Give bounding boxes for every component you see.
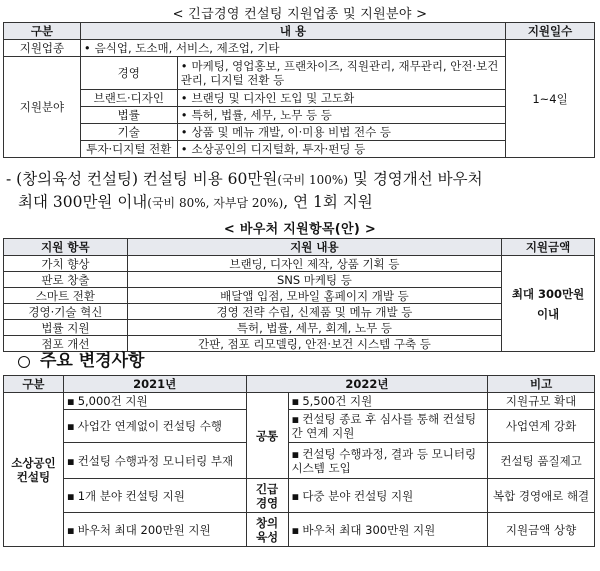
support-days: 1~4일: [506, 40, 595, 158]
header-item: 지원 항목: [4, 239, 128, 256]
cell-remarks: 복합 경영애로 해결: [488, 479, 595, 513]
header-category: 구분: [4, 23, 81, 40]
voucher-content: 배달앱 입점, 모바일 홈페이지 개발 등: [127, 288, 501, 304]
note-line-2: 최대 300만원 이내(국비 80%, 자부담 20%), 연 1회 지원: [18, 193, 373, 211]
field-name: 법률: [80, 107, 177, 124]
header-days: 지원일수: [506, 23, 595, 40]
field-content: • 특허, 법률, 세무, 노무 등 등: [177, 107, 505, 124]
group-common: 공통: [246, 393, 288, 479]
voucher-content: 경영 전략 수립, 신제품 및 메뉴 개발 등: [127, 304, 501, 320]
section-heading: 주요 변경사항: [18, 346, 144, 371]
field-content: • 상품 및 메뉴 개발, 이·미용 비법 전수 등: [177, 124, 505, 141]
header-content: 지원 내용: [127, 239, 501, 256]
voucher-item: 가치 향상: [4, 256, 128, 272]
table2-caption: < 바우처 지원항목(안) >: [223, 222, 377, 237]
table1-caption: < 긴급경영 컨설팅 지원업종 및 지원분야 >: [172, 7, 428, 22]
changes-table: [3, 375, 595, 547]
field-content: • 브랜딩 및 디자인 도입 및 고도화: [177, 90, 505, 107]
header-amount: 지원금액: [502, 239, 595, 256]
group-urgent: 긴급 경영: [246, 479, 288, 513]
voucher-item: 경영·기술 혁신: [4, 304, 128, 320]
note-line-1: - (창의육성 컨설팅) 컨설팅 비용 60만원(국비 100%) 및 경영개선 바우처: [6, 170, 483, 188]
circle-bullet-icon: [18, 356, 30, 368]
cell-2021: ▪ 5,000건 지원: [63, 393, 246, 410]
category-cell: 소상공인 컨설팅: [4, 393, 64, 547]
cell-remarks: 지원금액 상향: [488, 513, 595, 547]
field-name: 브랜드·디자인: [80, 90, 177, 107]
cell-2022: ▪ 컨설팅 종료 후 심사를 통해 컨설팅간 연계 지원: [288, 410, 488, 443]
industry-content: • 음식업, 도소매, 서비스, 제조업, 기타: [80, 40, 505, 57]
support-fields-table: [3, 22, 595, 158]
header-content: 내 용: [80, 23, 505, 40]
voucher-item: 판로 창출: [4, 272, 128, 288]
cell-2022: ▪ 컨설팅 수행과정, 결과 등 모니터링 시스템 도입: [288, 443, 488, 479]
creative-consulting-note: [6, 168, 596, 214]
cell-2021: ▪ 사업간 연계없이 컨설팅 수행: [63, 410, 246, 443]
cell-remarks: 지원규모 확대: [488, 393, 595, 410]
voucher-content: 특허, 법률, 세무, 회계, 노무 등: [127, 320, 501, 336]
voucher-content: 간판, 점포 리모델링, 안전·보건 시스템 구축 등: [127, 336, 501, 352]
field-content: • 소상공인의 디지털화, 투자·펀딩 등: [177, 141, 505, 158]
cell-2022: ▪ 다중 분야 컨설팅 지원: [288, 479, 488, 513]
field-label: 지원분야: [4, 57, 81, 158]
voucher-item: 스마트 전환: [4, 288, 128, 304]
cell-remarks: 사업연계 강화: [488, 410, 595, 443]
field-name: 기술: [80, 124, 177, 141]
cell-2021: ▪ 바우처 최대 200만원 지원: [63, 513, 246, 547]
cell-2021: ▪ 1개 분야 컨설팅 지원: [63, 479, 246, 513]
field-name: 투자·디지털 전환: [80, 141, 177, 158]
field-name: 경영: [80, 57, 177, 90]
voucher-items-table: [3, 238, 595, 352]
voucher-content: SNS 마케팅 등: [127, 272, 501, 288]
cell-remarks: 컨설팅 품질제고: [488, 443, 595, 479]
field-content: • 마케팅, 영업홍보, 프랜차이즈, 직원관리, 재무관리, 안전·보건 관리, 디지털 전환 등: [177, 57, 505, 90]
header-2021: 2021년: [63, 376, 246, 393]
voucher-item: 점포 개선: [4, 336, 128, 352]
header-category: 구분: [4, 376, 64, 393]
header-2022: 2022년: [246, 376, 488, 393]
voucher-content: 브랜딩, 디자인 제작, 상품 기획 등: [127, 256, 501, 272]
header-remarks: 비고: [488, 376, 595, 393]
group-creative: 창의 육성: [246, 513, 288, 547]
cell-2021: ▪ 컨설팅 수행과정 모니터링 부재: [63, 443, 246, 479]
cell-2022: ▪ 5,500건 지원: [288, 393, 488, 410]
voucher-amount: 최대 300만원 이내: [502, 256, 595, 352]
voucher-item: 법률 지원: [4, 320, 128, 336]
cell-2022: ▪ 바우처 최대 300만원 지원: [288, 513, 488, 547]
industry-label: 지원업종: [4, 40, 81, 57]
